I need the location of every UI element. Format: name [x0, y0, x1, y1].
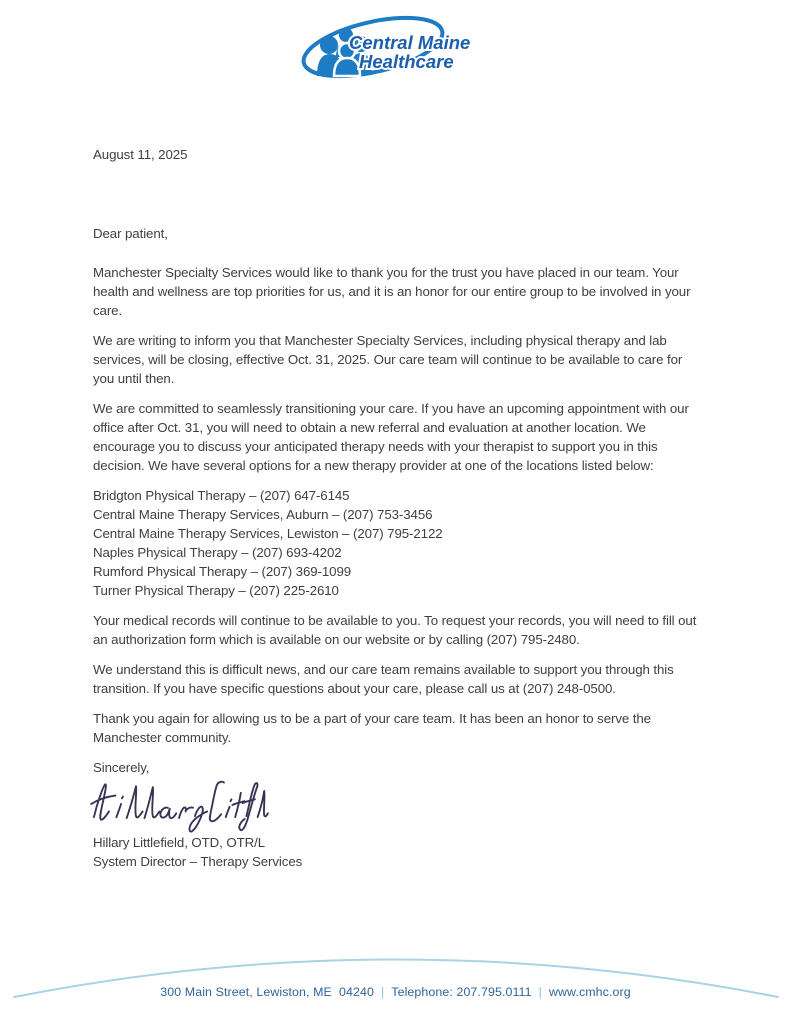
- footer-address: 300 Main Street, Lewiston, ME 04240: [160, 985, 374, 999]
- provider-item: Turner Physical Therapy – (207) 225-2610: [93, 583, 339, 598]
- paragraph-closure-notice: We are writing to inform you that Manchester Specialty Services, including physical therapy and lab services, will be closing, effective Oct. 31, 2025. Our care team will continue to be available to care for you until then.: [93, 333, 683, 386]
- provider-item: Naples Physical Therapy – (207) 693-4202: [93, 545, 342, 560]
- footer-separator: |: [380, 985, 385, 999]
- closing: Sincerely,: [93, 760, 150, 775]
- signer-name: Hillary Littlefield, OTD, OTR/L: [93, 835, 266, 850]
- letter-date: August 11, 2025: [93, 147, 188, 162]
- central-maine-healthcare-logo: [293, 13, 499, 87]
- logo-text-line2: Healthcare: [358, 51, 454, 72]
- footer-separator: |: [538, 985, 542, 999]
- footer: [0, 984, 791, 1000]
- paragraph-thank-you: Thank you again for allowing us to be a part of your care team. It has been an honor to serve the Manchester community.: [93, 711, 651, 745]
- letterhead: [0, 0, 791, 87]
- salutation: Dear patient,: [93, 226, 168, 241]
- signature-image: [87, 775, 273, 833]
- signer-title: System Director – Therapy Services: [93, 854, 303, 869]
- provider-item: Rumford Physical Therapy – (207) 369-1099: [93, 564, 352, 579]
- paragraph-thanks: Manchester Specialty Services would like to thank you for the trust you have placed in our team. Your health and wellness are top priorities for us, and it is an honor for our entire group to be involved in your care.: [93, 265, 691, 318]
- provider-item: Central Maine Therapy Services, Auburn – (207) 753-3456: [93, 507, 433, 522]
- provider-list: [93, 486, 700, 600]
- provider-item: Bridgton Physical Therapy – (207) 647-6145: [93, 488, 350, 503]
- paragraph-medical-records: Your medical records will continue to be available to you. To request your records, you will need to fill out an authorization form which is available on our website or by calling (207) 795-2480.: [93, 613, 697, 647]
- footer-website: www.cmhc.org: [548, 985, 631, 999]
- letter-body: [93, 145, 700, 871]
- logo-text-line1: Central Maine: [348, 32, 470, 53]
- footer-telephone: Telephone: 207.795.0111: [391, 985, 532, 999]
- paragraph-transition: We are committed to seamlessly transitioning your care. If you have an upcoming appointment with our office after Oct. 31, you will need to obtain a new referral and evaluation at another location. We encourage you to discuss your anticipated therapy needs with your therapist to support you in this decision. We have several options for a new therapy provider at one of the locations listed below:: [93, 401, 689, 473]
- paragraph-support: We understand this is difficult news, and our care team remains available to support you through this transition. If you have specific questions about your care, please call us at (207) 248-0500.: [93, 662, 674, 696]
- provider-item: Central Maine Therapy Services, Lewiston – (207) 795-2122: [93, 526, 443, 541]
